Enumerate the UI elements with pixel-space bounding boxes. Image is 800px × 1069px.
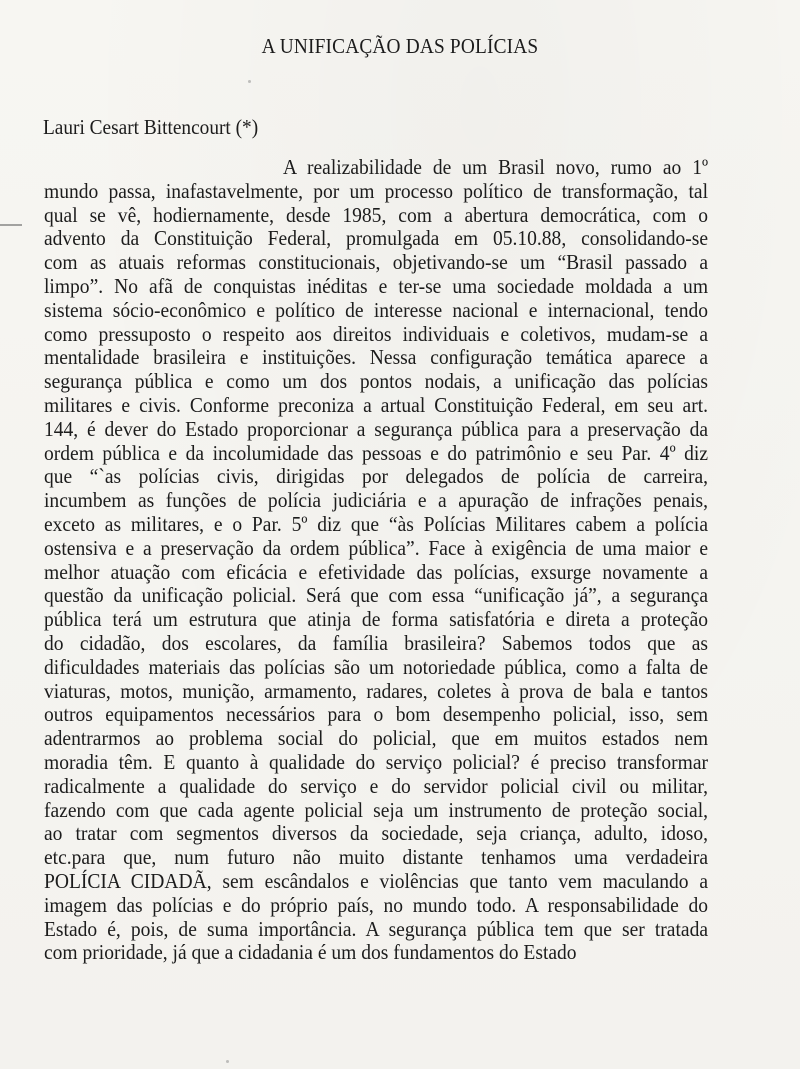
body-text-line: ordem pública e da incolumidade das pessoas e do patrimônio e seu Par. 4º diz xyxy=(44,440,709,465)
body-text-line: fazendo com que cada agente policial seja um instrumento de proteção social, xyxy=(44,797,709,822)
body-text-line: incumbem as funções de polícia judiciária e a apuração de infrações penais, xyxy=(44,488,709,513)
body-text-line: dificuldades materiais das polícias são um notoriedade pública, como a falta de xyxy=(44,654,709,679)
body-paragraph xyxy=(44,156,708,965)
body-text-line: imagem das polícias e do próprio país, no mundo todo. A responsabilidade do xyxy=(44,892,709,917)
body-text-line: radicalmente a qualidade do serviço e do servidor policial civil ou militar, xyxy=(44,773,709,798)
body-text-line: 144, é dever do Estado proporcionar a segurança pública para a preservação da xyxy=(44,416,709,441)
body-text-line: questão da unificação policial. Será que com essa “unificação já”, a segurança xyxy=(44,583,709,608)
body-text-line: do cidadão, dos escolares, da família brasileira? Sabemos todos que as xyxy=(44,630,709,655)
body-text-line: outros equipamentos necessários para o bom desempenho policial, isso, sem xyxy=(44,702,709,727)
body-text-line: A realizabilidade de um Brasil novo, rumo ao 1º xyxy=(283,155,709,179)
body-text-line: Estado é, pois, de suma importância. A segurança pública tem que ser tratada xyxy=(44,916,709,941)
body-text-line: qual se vê, hodiernamente, desde 1985, com a abertura democrática, com o xyxy=(44,202,709,227)
body-text-line: melhor atuação com eficácia e efetividade das polícias, exsurge novamente a xyxy=(44,559,709,584)
body-text-line: que “`as polícias civis, dirigidas por delegados de polícia de carreira, xyxy=(44,464,709,489)
body-text-line: exceto as militares, e o Par. 5º diz que “às Polícias Militares cabem a polícia xyxy=(44,511,709,536)
body-text-line: militares e civis. Conforme preconiza a artual Constituição Federal, em seu art. xyxy=(44,392,709,417)
body-text-line: pública terá um estrutura que atinja de forma satisfatória e direta a proteção xyxy=(44,607,709,632)
body-text-line: etc.para que, num futuro não muito distante tenhamos uma verdadeira xyxy=(44,845,709,870)
body-text-line: ao tratar com segmentos diversos da sociedade, seja criança, adulto, idoso, xyxy=(44,821,709,846)
body-text-line: ostensiva e a preservação da ordem pública”. Face à exigência de uma maior e xyxy=(44,535,709,560)
body-text-line: viaturas, motos, munição, armamento, radares, coletes à prova de bala e tantos xyxy=(44,678,709,703)
body-text-line: mentalidade brasileira e instituições. Nessa configuração temática aparece a xyxy=(44,345,709,370)
body-text-line: POLÍCIA CIDADÃ, sem escândalos e violências que tanto vem maculando a xyxy=(44,868,709,893)
body-text-line: com prioridade, já que a cidadania é um dos fundamentos do Estado xyxy=(44,940,577,965)
scan-mark xyxy=(0,224,22,226)
body-text-line: advento da Constituição Federal, promulgada em 05.10.88, consolidando-se xyxy=(44,226,709,251)
author-line: Lauri Cesart Bittencourt (*) xyxy=(43,115,259,139)
scan-speck xyxy=(226,1060,229,1063)
body-text-line: segurança pública e como um dos pontos nodais, a unificação das polícias xyxy=(44,369,709,394)
body-text-line: limpo”. No afã de conquistas inéditas e ter-se uma sociedade moldada a um xyxy=(44,273,709,298)
body-text-line: mundo passa, inafastavelmente, por um processo político de transformação, tal xyxy=(44,178,709,203)
body-text-line: moradia têm. E quanto à qualidade do serviço policial? é preciso transformar xyxy=(44,749,709,774)
body-text-line: sistema sócio-econômico e político de interesse nacional e internacional, tendo xyxy=(44,297,709,322)
document-title: A UNIFICAÇÃO DAS POLÍCIAS xyxy=(261,34,539,58)
scan-speck xyxy=(248,80,251,83)
body-text-line: adentrarmos ao problema social do policial, que em muitos estados nem xyxy=(44,726,709,751)
body-text-line: como pressuposto o respeito aos direitos individuais e coletivos, mudam-se a xyxy=(44,321,709,346)
body-text-line: com as atuais reformas constitucionais, objetivando-se um “Brasil passado a xyxy=(44,250,709,275)
